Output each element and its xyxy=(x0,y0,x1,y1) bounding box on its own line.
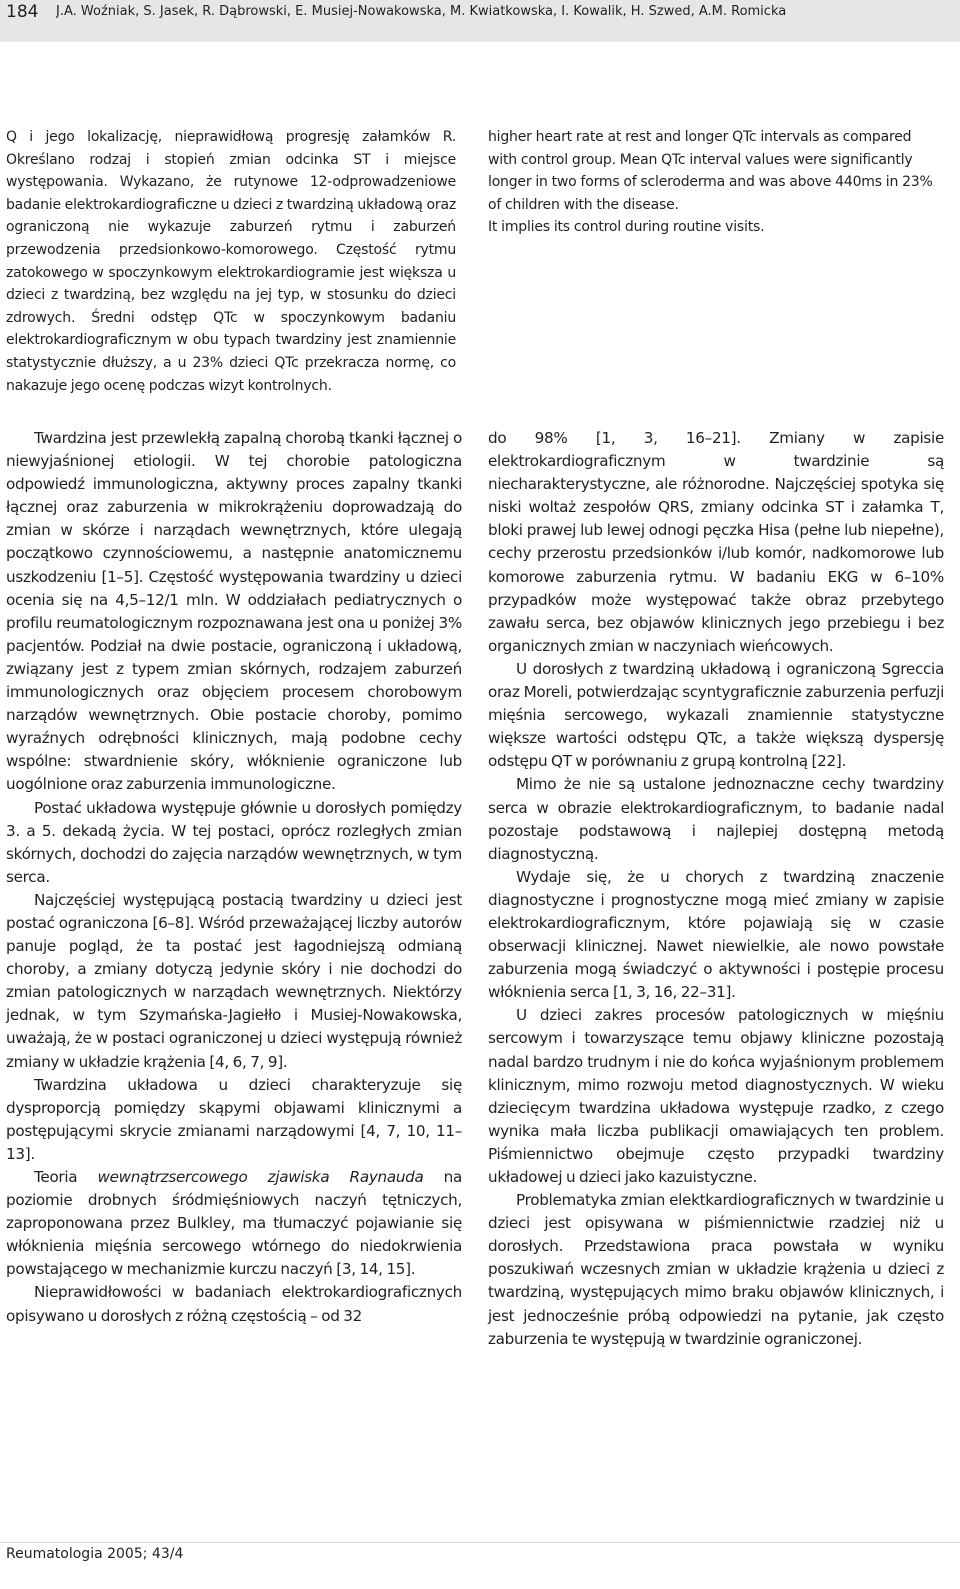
body-paragraph: Twardzina jest przewlekłą zapalną chorobą tkanki łącznej o niewyjaśnionej etiologii. W tej chorobie patologiczna odpowiedź immunologiczna, aktywny proces zapalny tkanki łącznej oraz zaburzenia w mikrokrążeniu doprowadzają do zmian w skórze i narządach wewnętrznych, które ulegają początkowo czynnościowemu, a następnie anatomicznemu uszkodzeniu [1–5]. Częstość występowania twardziny u dzieci ocenia się na 4,5–12/1 mln. W oddziałach pediatrycznych o profilu reumatologicznym rozpoznawana jest ona u poniżej 3% pacjentów. Podział na dwie postacie, ograniczoną i układową, związany jest z typem zmian skórnych, rodzajem zaburzeń immunologicznych oraz objęciem procesem chorobowym narządów wewnętrznych. Obie postacie choroby, pomimo wyraźnych odrębności klinicznych, mają podobne cechy wspólne: stwardnienie skóry, włóknienie ograniczone lub uogólnione oraz zaburzenia immunologiczne. xyxy=(6,429,462,794)
body-column-left xyxy=(6,427,462,1328)
body-column-right xyxy=(488,427,944,1351)
raynaud-text-after: na poziomie drobnych śródmięśniowych naczyń tętniczych, zaproponowana przez Bulkley, ma tłumaczyć pojawianie się włóknienia mięśnia sercowego wtórnego do niedokrwienia powstającego w mechanizmie kurczu naczyń [3, 14, 15]. xyxy=(6,1168,463,1279)
journal-footer: Reumatologia 2005; 43/4 xyxy=(6,1546,184,1562)
body-paragraph: Nieprawidłowości w badaniach elektrokardiograficznych opisywano u dorosłych z różną częstością – od 32 xyxy=(6,1283,462,1325)
body-paragraph: Problematyka zmian elektkardiograficznych w twardzinie u dzieci jest opisywana w piśmiennictwie rzadziej niż u dorosłych. Przedstawiona praca powstała w wyniku poszukiwań wczesnych zmian w układzie krążenia u dzieci z twardziną, występujących mimo braku objawów klinicznych, i jest jednocześnie próbą odpowiedzi na pytanie, jak często zaburzenia te występują w twardzinie ograniczonej. xyxy=(488,1191,944,1348)
abstract-polish-summary xyxy=(6,126,456,397)
abstract-polish-paragraph: Q i jego lokalizację, nieprawidłową progresję załamków R. Określano rodzaj i stopień zmian odcinka ST i miejsce występowania. Wykazano, że rutynowe 12-odprowadzeniowe badanie elektrokardiograficzne u dzieci z twardziną układową oraz ograniczoną nie wykazuje zaburzeń rytmu i zaburzeń przewodzenia przedsionkowo-komorowego. Częstość rytmu zatokowego w spoczynkowym elektrokardiogramie jest większa u dzieci z twardziną, bez względu na jej typ, w stosunku do dzieci zdrowych. Średni odstęp QTc w spoczynkowym badaniu elektrokardiograficznym w obu typach twardziny jest znamiennie statystycznie dłuższy, a u 23% dzieci QTc przekracza normę, co nakazuje jego ocenę podczas wizyt kontrolnych. xyxy=(6,129,456,394)
raynaud-italic-term: wewnątrzsercowego zjawiska Raynauda xyxy=(97,1168,424,1186)
abstract-english-paragraph: higher heart rate at rest and longer QTc intervals as compared with control group. Mean QTc interval values were significantly longer in two forms of scleroderma and was above 440ms in 23% of children with the disease. xyxy=(488,129,933,213)
body-paragraph: Mimo że nie są ustalone jednoznaczne cechy twardziny serca w obrazie elektrokardiograficznym, to badanie nadal pozostaje podstawową i najlepiej dostępną metodą diagnostyczną. xyxy=(488,775,944,863)
raynaud-text-before: Teoria xyxy=(34,1168,98,1186)
abstract-english-summary xyxy=(488,126,944,239)
body-paragraph: Najczęściej występującą postacią twardziny u dzieci jest postać ograniczona [6–8]. Wśród przeważającej liczby autorów panuje pogląd, że ta postać jest łagodniejszą odmianą choroby, a zmiany dotyczą jedynie skóry i nie dochodzi do zmian patologicznych w narządach wewnętrznych. Niektórzy jednak, w tym Szymańska-Jagiełło i Musiej-Nowakowska, uważają, że w postaci ograniczonej u dzieci występują również zmiany w układzie krążenia [4, 6, 7, 9]. xyxy=(6,890,462,1071)
body-paragraph-continued: do 98% [1, 3, 16–21]. Zmiany w zapisie elektrokardiograficznym w twardzinie są niecharakterystyczne, ale różnorodne. Najczęściej spotyka się niski woltaż zespołów QRS, zmiany odcinka ST i załamka T, bloki prawej lub lewej odnogi pęczka Hisa (pełne lub niepełne), cechy przerostu przedsionków i/lub komór, nadkomorowe lub komorowe zaburzenia rytmu. W badaniu EKG w 6–10% przypadków może występować także obraz przebytego zawału serca, bez objawów klinicznych jego przebiegu i bez organicznych zmian w naczyniach wieńcowych. xyxy=(488,429,944,655)
body-paragraph: Postać układowa występuje głównie u dorosłych pomiędzy 3. a 5. dekadą życia. W tej postaci, oprócz rozległych zmian skórnych, dochodzi do zajęcia narządów wewnętrznych, w tym serca. xyxy=(6,798,462,886)
body-paragraph: Wydaje się, że u chorych z twardziną znaczenie diagnostyczne i prognostyczne mogą mieć zmiany w zapisie elektrokardiograficznym, które pojawiają się w czasie obserwacji klinicznej. Nawet niewielkie, ale nowo powstałe zaburzenia mogą świadczyć o aktywności i postępie procesu włóknienia serca [1, 3, 16, 22–31]. xyxy=(488,867,944,1002)
body-paragraph: U dzieci zakres procesów patologicznych w mięśniu sercowym i towarzyszące temu objawy kliniczne pozostają nadal bardzo trudnym i nie do końca wyjaśnionym problemem klinicznym, mimo rozwoju metod diagnostycznych. W wieku dziecięcym twardzina układowa występuje rzadko, z czego wynika mała liczba publikacji omawiających ten problem. Piśmiennictwo obejmuje często przypadki twardziny układowej u dzieci jako kazuistyczne. xyxy=(488,1006,944,1186)
body-paragraph: Twardzina układowa u dzieci charakteryzuje się dysproporcją pomiędzy skąpymi objawami klinicznymi a postępującymi skrycie zmianami narządowymi [4, 7, 10, 11–13]. xyxy=(6,1075,462,1163)
body-paragraph-raynaud xyxy=(6,1166,462,1281)
body-paragraph: U dorosłych z twardziną układową i ograniczoną Sgreccia oraz Moreli, potwierdzając scyntygraficznie zaburzenia perfuzji mięśnia sercowego, wykazali znamiennie statystyczne większe wartości odstępu QTc, a także większą dyspersję odstępu QT w porównaniu z grupą kontrolną [22]. xyxy=(488,659,944,771)
running-head-authors: J.A. Woźniak, S. Jasek, R. Dąbrowski, E. Musiej-Nowakowska, M. Kwiatkowska, I. Kowalik, H. Szwed, A.M. Romicka xyxy=(56,4,787,19)
running-header xyxy=(0,0,960,42)
page-number: 184 xyxy=(6,2,39,22)
footer-divider xyxy=(0,1542,960,1543)
abstract-english-paragraph: It implies its control during routine visits. xyxy=(488,219,765,236)
